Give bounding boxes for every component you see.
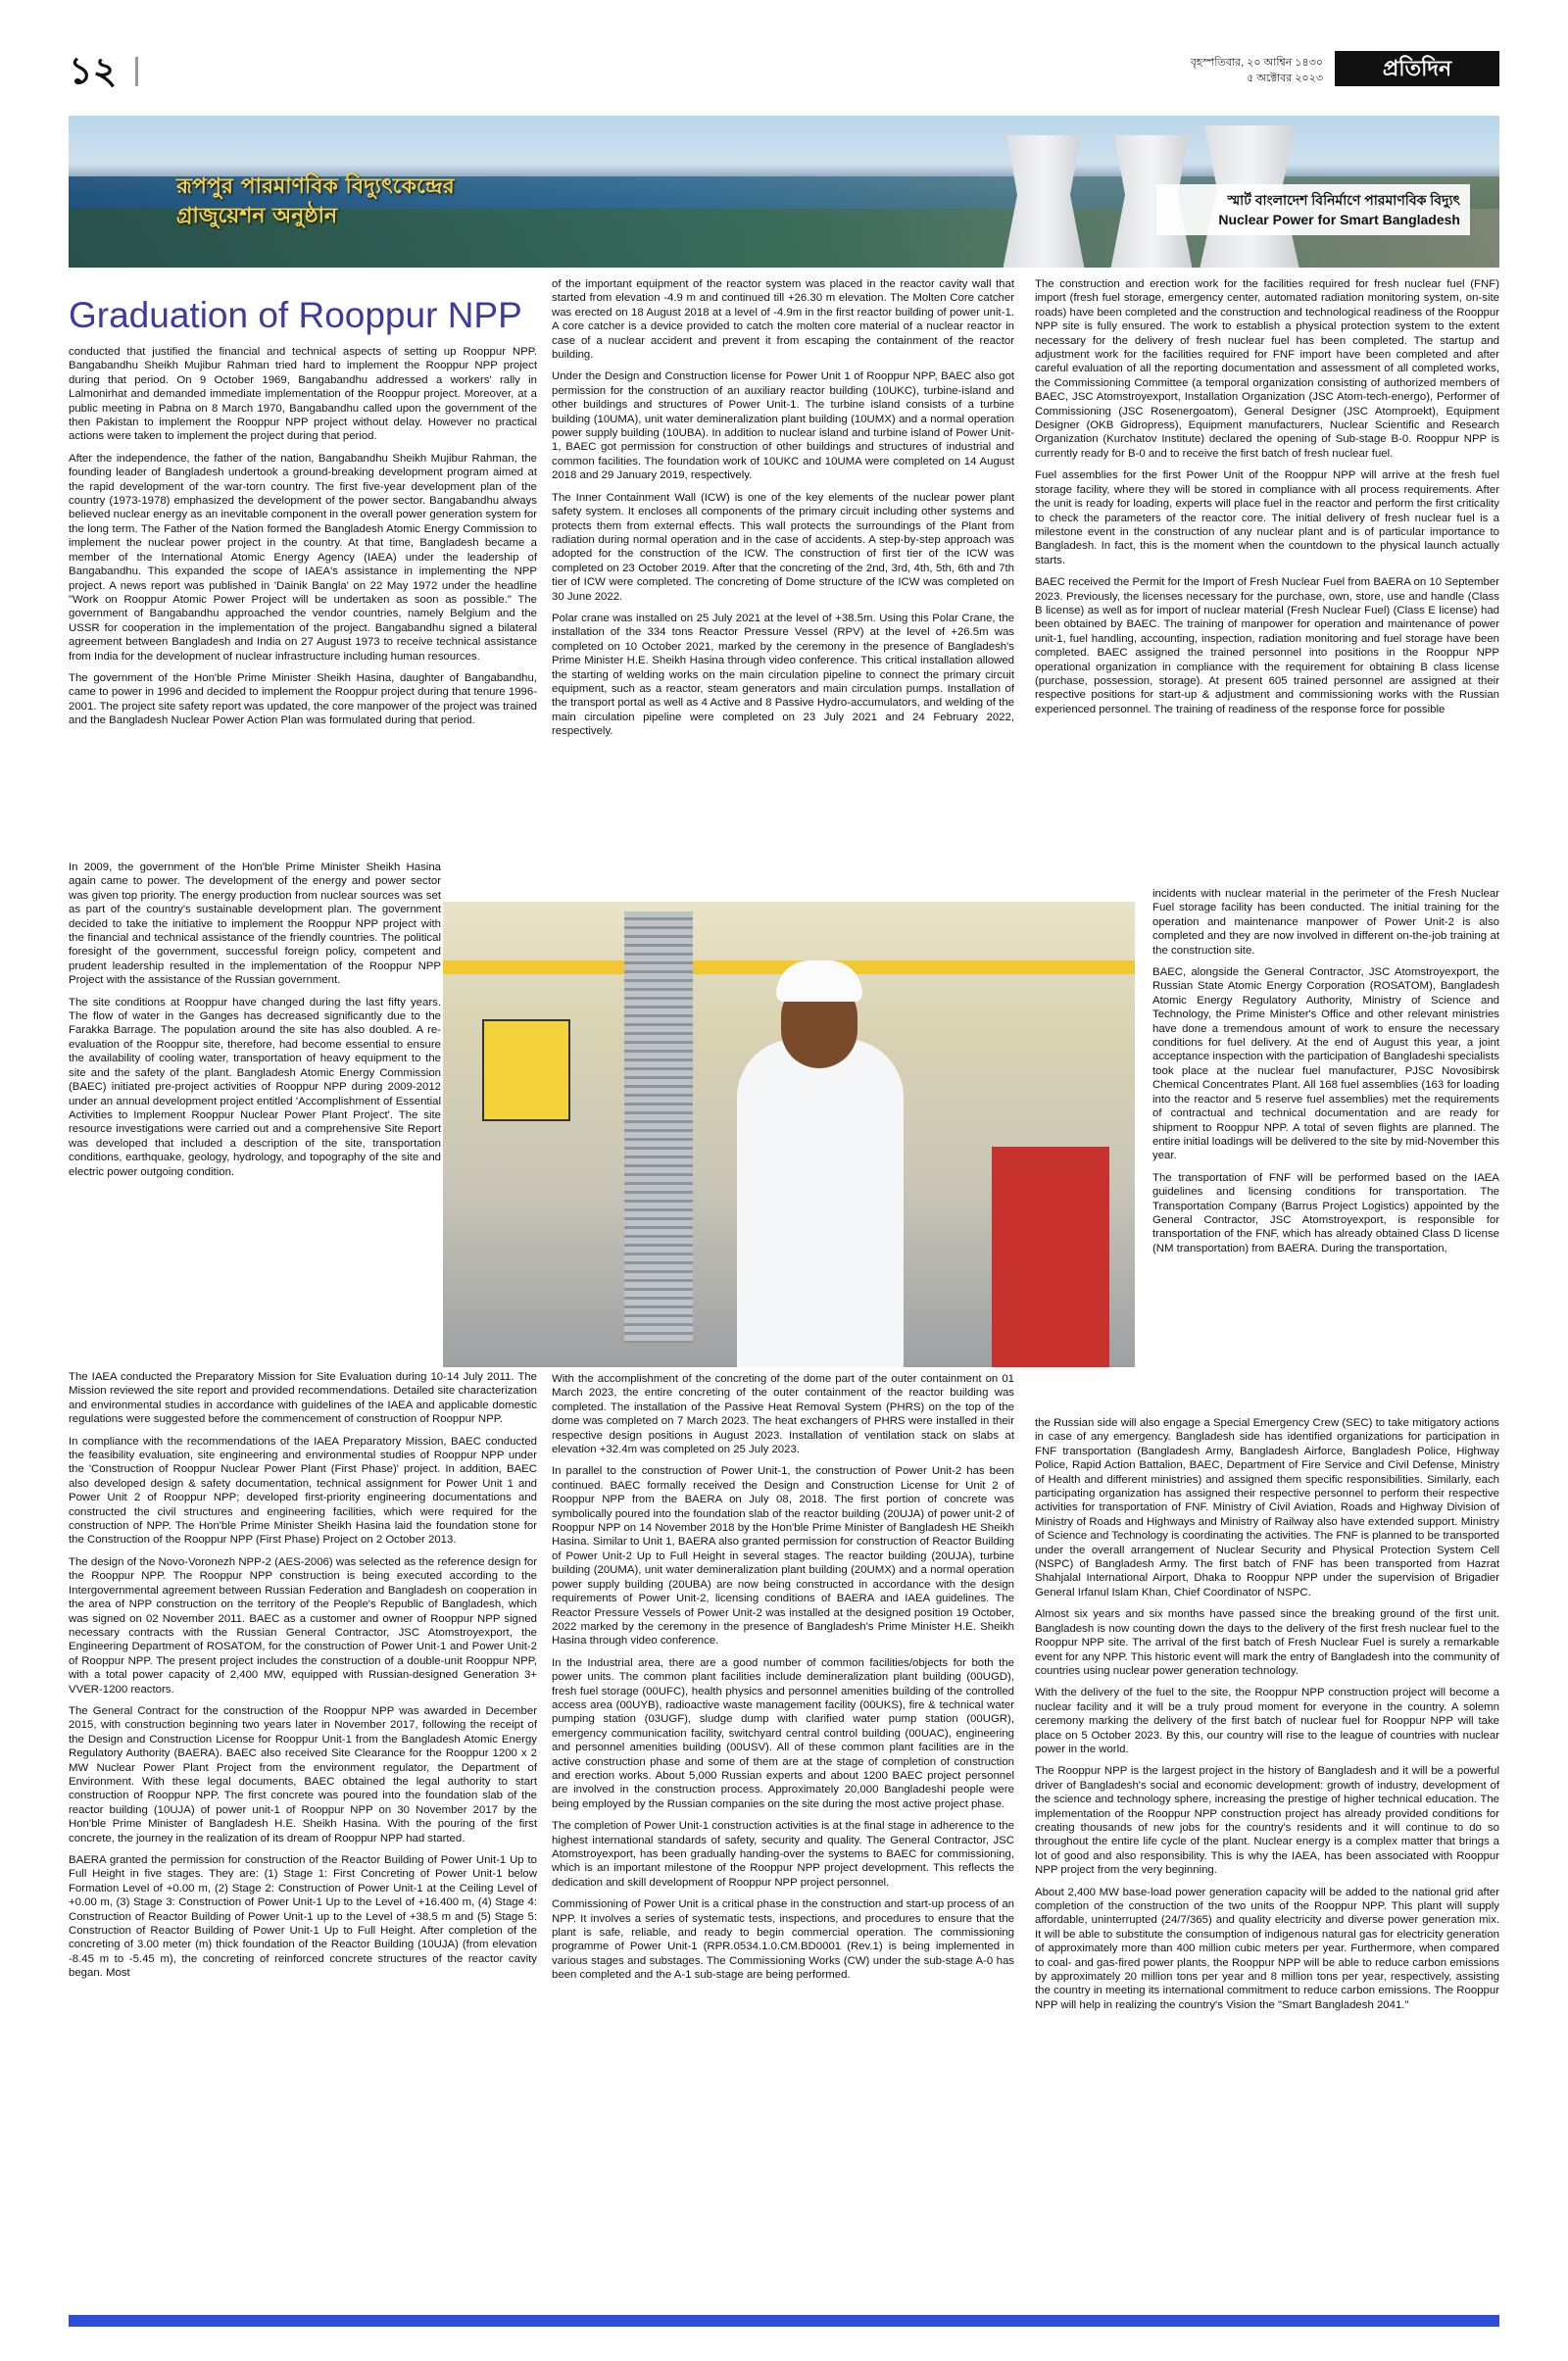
paragraph: Under the Design and Construction license for Power Unit 1 of Rooppur NPP, BAEC also got permission for the construction of an auxiliary reactor building (10UKC), turbine-island and other buildings and structures of Power Unit-1. The turbine island consists of a turbine building (10UMA), unit water demineralization plant building (10UMX) and a normal operation power supply building (10UBA). In addition to nuclear island and turbine island of Power Unit-1, BAEC got permission for construction of other buildings and structures of industrial and common facilities. The foundation work of 10UKC and 10UMA were completed on 14 August 2018 and 29 January 2019, respectively. <box>552 370 1014 482</box>
article-column-3 <box>1035 277 1499 724</box>
white-cap <box>776 960 862 1002</box>
paragraph: In parallel to the construction of Power Unit-1, the construction of Power Unit-2 has been continued. BAEC formally received the Design and Construction License for Unit 2 of Rooppur NPP from the BAERA on July 08, 2018. The first portion of concrete was symbolically poured into the foundation slab of the reactor building (20UJA) of power unit-2 of Rooppur NPP on 14 November 2018 by the Hon'ble Prime Minister of Bangladesh HE Sheikh Hasina. Similar to Unit 1, BAERA also granted permission for construction of Reactor Building of Power Unit-2 Up to Full Height in several stages. The reactor building (20UJA), turbine building (20UMA), unit water demineralization plant building (20UMX) and a normal operation power supply building (20UBA) are now being constructed in accordance with the design requirements of Power Unit-2, licensing conditions of BAERA and IAEA guidelines. The Reactor Pressure Vessels of Power Unit-2 was installed at the designed position 19 October, 2022 marked by the ceremony in the presence of Bangladesh's Prime Minister H.E. Sheikh Hasina through video conference. <box>552 1465 1014 1648</box>
person-in-lab-coat <box>737 1039 904 1367</box>
article-column-1-lower <box>69 1370 537 1989</box>
article-column-2-lower <box>552 1372 1014 1991</box>
article-headline: Graduation of Rooppur NPP <box>69 295 522 335</box>
newspaper-logo: প্রতিদিন <box>1335 51 1499 86</box>
paragraph: BAEC received the Permit for the Import of Fresh Nuclear Fuel from BAERA on 10 September 2023. Previously, the licenses necessary for the purchase, own, store, use and handle (Class B license) as well as for import of nuclear material (Fresh Nuclear Fuel) (Class E license) had been obtained by BAEC. The training of manpower for operation and maintenance of power unit-1, fuel handling, accounting, inspection, radiation monitoring and fuel storage have been completed. BAEC assigned the trained personnel into positions in the Rooppur NPP operational organization in compliance with the requirement for obtaining B class license (purchase, possession, storage). At present 605 trained personnel are assigned at their respective positions for start-up & adjustment and commissioning works with the Russian experienced personnel. The training of readiness of the response force for possible <box>1035 576 1499 715</box>
masthead <box>69 48 1499 92</box>
fuel-assembly-photo <box>443 902 1135 1367</box>
paragraph: The site conditions at Rooppur have changed during the last fifty years. The flow of water in the Ganges has decreased significantly due to the Farakka Barrage. The population around the site has also doubled. A re-evaluation of the Rooppur site, therefore, had become essential to ensure the availability of cooling water, transportation of heavy equipment to the site and the safety of the plant. Bangladesh Atomic Energy Commission (BAEC) initiated pre-project activities of Rooppur NPP during 2009-2012 under an annual development project entitled 'Accomplishment of Essential Activities to Implement Rooppur Nuclear Power Plant Project'. The site resource investigations were carried out and a comprehensive Site Report was developed that included a description of the site, transportation conditions, earthquake, geology, hydrology, and topography of the site and electric power outgoing condition. <box>69 996 441 1178</box>
paragraph: The IAEA conducted the Preparatory Mission for Site Evaluation during 10-14 July 2011. The Mission reviewed the site report and provided recommendations. Detailed site characterization and environmental studies in accordance with guidelines of the IAEA and applicable domestic regulations were suggested before the commencement of construction of Rooppur NPP. <box>69 1371 537 1426</box>
paragraph: the Russian side will also engage a Special Emergency Crew (SEC) to take mitigatory actions in case of any emergency. Bangladesh side has identified organizations for participation in FNF transportation (Bangladesh Army, Bangladesh Airforce, Bangladesh Police, Highway Police, Rapid Action Battalion, BAEC, Department of Fire Service and Civil Defense, Ministry of Health and different ministries) and assigned them specific responsibilities. Similarly, each participating organization has assigned their respective personnel to perform their respective activities for transportation of FNF. Ministry of Civil Aviation, Roads and Highway Division of Ministry of Roads and Highways and Ministry of Railway also have extended support. Ministry of Science and Technology is coordinating the activities. The FNF is planned to be transported under the overall arrangement of Nuclear Security and Physical Protection System Cell (NSPC) of Bangladesh Army. The first batch of FNF has been transported from Hazrat Shahjalal International Airport, Dhaka to Rooppur NPP under the supervision of Brigadier General Irfanul Islam Khan, Chief Coordinator of NSPC. <box>1035 1417 1499 1599</box>
banner-slogan-en: Nuclear Power for Smart Bangladesh <box>1218 212 1460 227</box>
article-column-3-lower <box>1035 1416 1499 2020</box>
article-column-3-wrap <box>1152 887 1499 1263</box>
page-number-divider <box>135 57 138 86</box>
paragraph: Commissioning of Power Unit is a critical phase in the construction and start-up process of an NPP. It involves a series of systematic tests, inspections, and procedures to ensure that the plant is safe, reliable, and ready to begin commercial operation. The commissioning programme of Power Unit-1 (RPR.0534.1.0.CM.BD0001 (Rev.1) is being implemented in various stages and substages. The Commissioning Works (CW) under the sub-stage A-0 has been completed and the A-1 sub-stage are being performed. <box>552 1898 1014 1982</box>
issue-date-gregorian: ৫ অক্টোবর ২০২৩ <box>1247 73 1323 84</box>
paragraph: After the independence, the father of the nation, Bangabandhu Sheikh Mujibur Rahman, the founding leader of Bangladesh undertook a ground-breaking development program aimed at the rapid development of the war-torn country. The first five-year development plan of the country (1973-1978) emphasized the development of the power sector. Bangabandhu always believed nuclear energy as an inevitable component in the overall power generation system for the long term. The Father of the Nation formed the Bangladesh Atomic Energy Commission to implement the nuclear power project in the country. At that time, Bangladesh became a member of the International Atomic Energy Agency (IAEA) under the leadership of Bangabandhu. This expanded the scope of IAEA's assistance in implementing the NPP project. A news report was published in 'Dainik Bangla' on 22 May 1972 under the headline "Work on Rooppur Atomic Power Project will be undertaken as soon as possible." The government of Bangabandhu approached the vendor countries, namely Belgium and the USSR for cooperation in the implementation of the project. Bangabandhu signed a bilateral agreement between Bangladesh and India on 27 August 1973 to receive technical assistance from India for the development of nuclear infrastructure including human resources. <box>69 452 537 663</box>
paragraph: In compliance with the recommendations of the IAEA Preparatory Mission, BAEC conducted the feasibility evaluation, site engineering and environmental studies of Rooppur NPP under the 'Construction of Rooppur Nuclear Power Plant (First Phase)' project. In addition, BAEC also developed design & safety documentation, technical assignment for Power Unit 1 and Power Unit 2 of Rooppur NPP; developed first-priority engineering documentations and constructed the civil structures and engineering facilities, which were required for the construction of NPP. The Hon'ble Prime Minister Sheikh Hasina laid the foundation stone for the Construction of the Rooppur NPP (First Phase) Project on 2 October 2013. <box>69 1435 537 1547</box>
paragraph: In 2009, the government of the Hon'ble Prime Minister Sheikh Hasina again came to power. The development of the energy and power sector was given top priority. The energy production from nuclear sources was set as part of the country's sustainable development plan. The government decided to take the initiative to implement the Rooppur NPP project with the financial and technical assistance of the friendly countries. The political foresight of the government, successful foreign policy, competent and prudent leadership resulted in the implementation of the Rooppur NPP Project with the assistance of the Russian government. <box>69 861 441 987</box>
banner-title <box>176 172 455 231</box>
paragraph: With the delivery of the fuel to the site, the Rooppur NPP construction project will become a nuclear facility and it will be a truly proud moment for everyone in the country. A solemn ceremony marking the delivery of the first batch of nuclear fuel for Rooppur NPP will take place on 5 October 2023. By this, our country will rise to the league of countries with nuclear power in the world. <box>1035 1687 1499 1755</box>
paragraph: The construction and erection work for the facilities required for fresh nuclear fuel (FNF) import (fresh fuel storage, emergency center, automated radiation monitoring system, on-site roads) have been completed and the construction and technological readiness of the Rooppur NPP site is fully ensured. The work to establish a physical protection system to the extent necessary for the delivery of fresh nuclear fuel has been completed. The startup and adjustment work for the facilities required for FNF import have been completed and after careful evaluation of all the reporting documentation and assessment of all completed works, the Commissioning Committee (a temporal organization consisting of authorized members of BAEC, JSC Atomstroyexport, Installation Organization (JSC Atom-tech-energo), Performer of Commissioning (JSC Rosenergoatom), General Designer (JSC Atomproekt), Equipment Designer (OKB Gidropress), Equipment manufacturers, Nuclear Scientific and Research Organization (Kurchatov Institute) declared the opening of Sub-stage B-0. Rooppur NPP is currently ready for B-0 and to receive the first batch of fresh nuclear fuel. <box>1035 278 1499 460</box>
paragraph: incidents with nuclear material in the perimeter of the Fresh Nuclear Fuel storage facility has been conducted. The initial training for the operation and maintenance manpower of Power Unit-2 is also completed and they are now involved in different on-the-job training at the construction site. <box>1152 888 1499 957</box>
footer-bar <box>69 2315 1499 2327</box>
paragraph: In the Industrial area, there are a good number of common facilities/objects for both the power units. The common plant facilities include demineralization plant building (00UGD), fresh fuel storage (00UFC), health physics and personnel amenities building of the controlled access area (00UYB), radioactive waste management facility (00UKS), fire & technical water pumping station (03UGF), sludge dump with clarified water pump station (00UGR), emergency communication facility, switchyard central control building (00UAC), engineering and personnel amenities building (00USV). All of these common plant facilities are in the active construction phase and some of them are at the stage of completion of construction and erection works. About 5,000 Russian experts and about 1200 BAEC project personnel are involved in the construction process. Approximately 20,000 Bangladeshi people were being employed by the Russian companies on the site during the most active project phase. <box>552 1656 1014 1810</box>
banner-slogan <box>1156 184 1470 235</box>
fuel-assembly-image <box>624 911 693 1343</box>
paragraph: BAEC, alongside the General Contractor, JSC Atomstroyexport, the Russian State Atomic Energy Corporation (ROSATOM), Bangladesh Atomic Energy Regulatory Authority, Ministry of Science and Technology, the Prime Minister's Office and other relevant ministries have done a tremendous amount of work to ensure the necessary conditions for fuel delivery. At the end of August this year, a joint acceptance inspection with the participation of Bangladeshi specialists took place at the nuclear fuel manufacturer, PJSC Novosibirsk Chemical Concentrates Plant. All 168 fuel assemblies (163 for loading into the reactor and 5 reserve fuel assemblies) met the requirements of contractual and technical documentation and are ready for shipment to Rooppur NPP. A total of seven flights are planned. The entire initial loadings will be delivered to the site by mid-November this year. <box>1152 966 1499 1162</box>
paragraph: The transportation of FNF will be performed based on the IAEA guidelines and licensing conditions for transportation. The Transportation Company (Barrus Project Logistics) appointed by the General Contractor, JSC Atomstroyexport, is responsible for transportation of the FNF, which has already obtained Class D license (NM transportation) from BAERA. During the transportation, <box>1152 1171 1499 1254</box>
paragraph: The government of the Hon'ble Prime Minister Sheikh Hasina, daughter of Bangabandhu, came to power in 1996 and decided to implement the Rooppur project during that tenure 1996-2001. The project site safety report was updated, the core manpower of the project was trained and the Bangladesh Nuclear Power Action Plan was formulated during that period. <box>69 671 537 727</box>
paragraph: The Inner Containment Wall (ICW) is one of the key elements of the nuclear power plant safety system. It encloses all components of the primary circuit including other systems and protects them from external effects. This wall protects the surroundings of the Plant from radiation during normal operation and in the case of accidents. A step-by-step approach was adopted for the construction of the ICW. The construction of first tier of the ICW was completed on 23 October 2019. After that the concreting of the 2nd, 3rd, 4th, 5th, 6th and 7th tier of ICW were completed. The concreting of Dome structure of the ICW was completed on 30 June 2022. <box>552 491 1014 603</box>
article-column-2 <box>552 277 1014 747</box>
banner-title-line2: গ্রাজুয়েশন অনুষ্ঠান <box>176 204 338 228</box>
paragraph: With the accomplishment of the concreting of the dome part of the outer containment on 01 March 2023, the entire concreting of the outer containment of the reactor building was completed. The installation of the Passive Heat Removal System (PHRS) on the top of the dome was completed on 7 March 2023. The heat exchangers of PHRS were installed in their respective design positions in August 2023. Installation of ventilation stack on slabs at elevation +32.4m was completed on 25 July 2023. <box>552 1373 1014 1456</box>
paragraph: The Rooppur NPP is the largest project in the history of Bangladesh and it will be a powerful driver of Bangladesh's social and economic development: growth of industry, development of the science and technology sphere, increasing the prestige of higher technical education. The implementation of the Rooppur NPP construction project has already provided conditions for creating thousands of new jobs for the country's residents and it will continue to do so throughout the entire life cycle of the plant. Nuclear energy is a complex matter that brings a lot of good and also responsibility. This is why the IAEA, has been associated with Rooppur NPP project from the very beginning. <box>1035 1765 1499 1877</box>
page-number: ১২ <box>69 48 118 92</box>
banner <box>69 116 1499 268</box>
paragraph: of the important equipment of the reactor system was placed in the reactor cavity wall that started from elevation -4.9 m and continued till +26.30 m elevation. The Molten Core catcher was erected on 18 August 2018 at a level of -4.9m in the first reactor building of power unit-1. A core catcher is a device provided to catch the molten core material of a nuclear reactor in case of a nuclear accident and prevent it from escaping the containment of the reactor building. <box>552 278 1014 362</box>
paragraph: Fuel assemblies for the first Power Unit of the Rooppur NPP will arrive at the fresh fuel storage facility, where they will be stored in compliance with all process requirements. After the unit is ready for loading, experts will place fuel in the reactor and perform the first criticality to check the parameters of the reactor core. The initial delivery of fresh nuclear fuel is a milestone event in the construction of any nuclear plant and is of particular importance to Bangladesh. In fact, this is the moment when the countdown to the physical launch actually starts. <box>1035 469 1499 566</box>
article-column-1-wrap <box>69 861 441 1187</box>
issue-date-weekday: বৃহস্পতিবার, ২০ আশ্বিন ১৪৩০ <box>1190 57 1323 69</box>
paragraph: BAERA granted the permission for construction of the Reactor Building of Power Unit-1 Up to Full Height in five stages. They are: (1) Stage 1: First Concreting of Power Unit-1 below Formation Level of +0.00 m, (2) Stage 2: Construction of Power Unit-1 at the Ceiling Level of +0.00 m, (3) Stage 3: Construction of Power Unit-1 Up to the Level of +16.400 m, (4) Stage 4: Construction of Reactor Building of Power Unit-1 up to the Level of +38.5 m and (5) Stage 5: Construction of Reactor Building of Power Unit-1 Up to Full Height. After completion of the concreting of 3.00 meter (m) thick foundation of the Reactor Building (10UJA) (from elevation -8.45 m to -5.45 m), the concreting of reinforced concrete structures of the reactor cavity began. Most <box>69 1854 537 1980</box>
paragraph: About 2,400 MW base-load power generation capacity will be added to the national grid after completion of the construction of the two units of the Rooppur NPP. This plant will supply affordable, uninterrupted (24/7/365) and quality electricity and diverse power generation mix. It will be able to substitute the consumption of indigenous natural gas for electricity generation of approximately more than 400 million cubic meters per year. Furthermore, when compared to coal- and gas-fired power plants, the Rooppur NPP will be able to reduce carbon emissions by approximately 20 million tons per year and 8 million tons per year, respectively, assisting the country in meeting its international commitment to reduce carbon emissions. The Rooppur NPP will help in realizing the country's Vision the "Smart Bangladesh 2041." <box>1035 1886 1499 2011</box>
paragraph: The General Contract for the construction of the Rooppur NPP was awarded in December 2015, with construction beginning two years later in November 2017, following the receipt of the Design and Construction License for Rooppur Unit-1 from the Bangladesh Atomic Energy Regulatory Authority (BAERA). BAEC also received Site Clearance for the Rooppur 1200 x 2 MW Nuclear Power Plant Project from the environment regulator, the Department of Environment. With these legal documents, BAEC obtained the legal authority to start construction of Rooppur NPP. The first concrete was poured into the foundation slab of the reactor building (10UJA) of power unit-1 of Rooppur NPP on 30 November 2017 by the Hon'ble Prime Minister of Bangladesh H.E. Sheikh Hasina. With the pouring of the first concrete, the journey in the realization of its dream of Rooppur NPP had started. <box>69 1704 537 1845</box>
paragraph: conducted that justified the financial and technical aspects of setting up Rooppur NPP. Bangabandhu Sheikh Mujibur Rahman tried hard to implement the Rooppur NPP project during that period. On 9 October 1969, Bangabandhu addressed a workers' rally in Lalmonirhat and demanded immediate implementation of the Rooppur project. Moreover, at a public meeting in Pabna on 8 March 1970, Bangabandhu called upon the government of the then Pakistan to implement the Rooppur NPP project without delay. However no practical actions were taken to implement the project during that period. <box>69 346 537 443</box>
banner-title-line1: রূপপুর পারমাণবিক বিদ্যুৎকেন্দ্রের <box>176 174 455 199</box>
paragraph: Almost six years and six months have passed since the breaking ground of the first unit. Bangladesh is now counting down the days to the delivery of the first fresh nuclear fuel to the Rooppur NPP site. The arrival of the first batch of Fresh Nuclear Fuel is surely a remarkable event for any NPP. This historic event will mark the entry of Bangladesh into the community of countries using nuclear power generation technology. <box>1035 1608 1499 1677</box>
article-column-1 <box>69 345 537 736</box>
issue-date <box>1191 55 1323 86</box>
radiation-warning-sign <box>482 1019 570 1121</box>
banner-slogan-bn: স্মার্ট বাংলাদেশ বিনির্মাণে পারমাণবিক বিদ্যুৎ <box>1227 192 1460 208</box>
paragraph: Polar crane was installed on 25 July 2021 at the level of +38.5m. Using this Polar Crane, the installation of the 334 tons Reactor Pressure Vessel (RPV) at the level of +26.5m was completed on 10 October 2021, marked by the ceremony in the presence of Bangladesh's Prime Minister H.E. Sheikh Hasina through video conference. This critical installation allowed the starting of welding works on the main circulation pipeline to connect the primary circuit equipment, such as a reactor, steam generators and main circulation pumps. Installation of the transport portal as well as 4 Active and 8 Passive Hydro-accumulators, and welding of the main circulation pipeline were completed on 23 July 2021 and 24 February 2022, respectively. <box>552 612 1014 738</box>
paragraph: The completion of Power Unit-1 construction activities is at the final stage in adherence to the highest international standards of safety, security and quality. The General Contractor, JSC Atomstroyexport, has been gradually handing-over the systems to BAEC for commissioning, which is an important milestone of the Rooppur NPP project development. This reflects the dedication and skill development of Rooppur NPP project personnel. <box>552 1820 1014 1889</box>
red-tool-cabinet <box>992 1147 1109 1367</box>
paragraph: The design of the Novo-Voronezh NPP-2 (AES-2006) was selected as the reference design for the Rooppur NPP. The Rooppur NPP construction is being executed according to the Intergovernmental agreement between Russian Federation and Bangladesh on cooperation in the area of NPP construction on the territory of the People's Republic of Bangladesh, which was signed on 02 November 2011. BAEC as a customer and owner of Rooppur NPP signed necessary contracts with the Russian General Contractor, JSC Atomstroyexport, the Engineering Department of ROSATOM, for the construction of Power Unit-1 and Power Unit-2 of Rooppur NPP. The present project includes the construction of a double-unit Rooppur NPP, with a total power capacity of 2,400 MW, equipped with Russian-designed Generation 3+ VVER-1200 reactors. <box>69 1555 537 1696</box>
